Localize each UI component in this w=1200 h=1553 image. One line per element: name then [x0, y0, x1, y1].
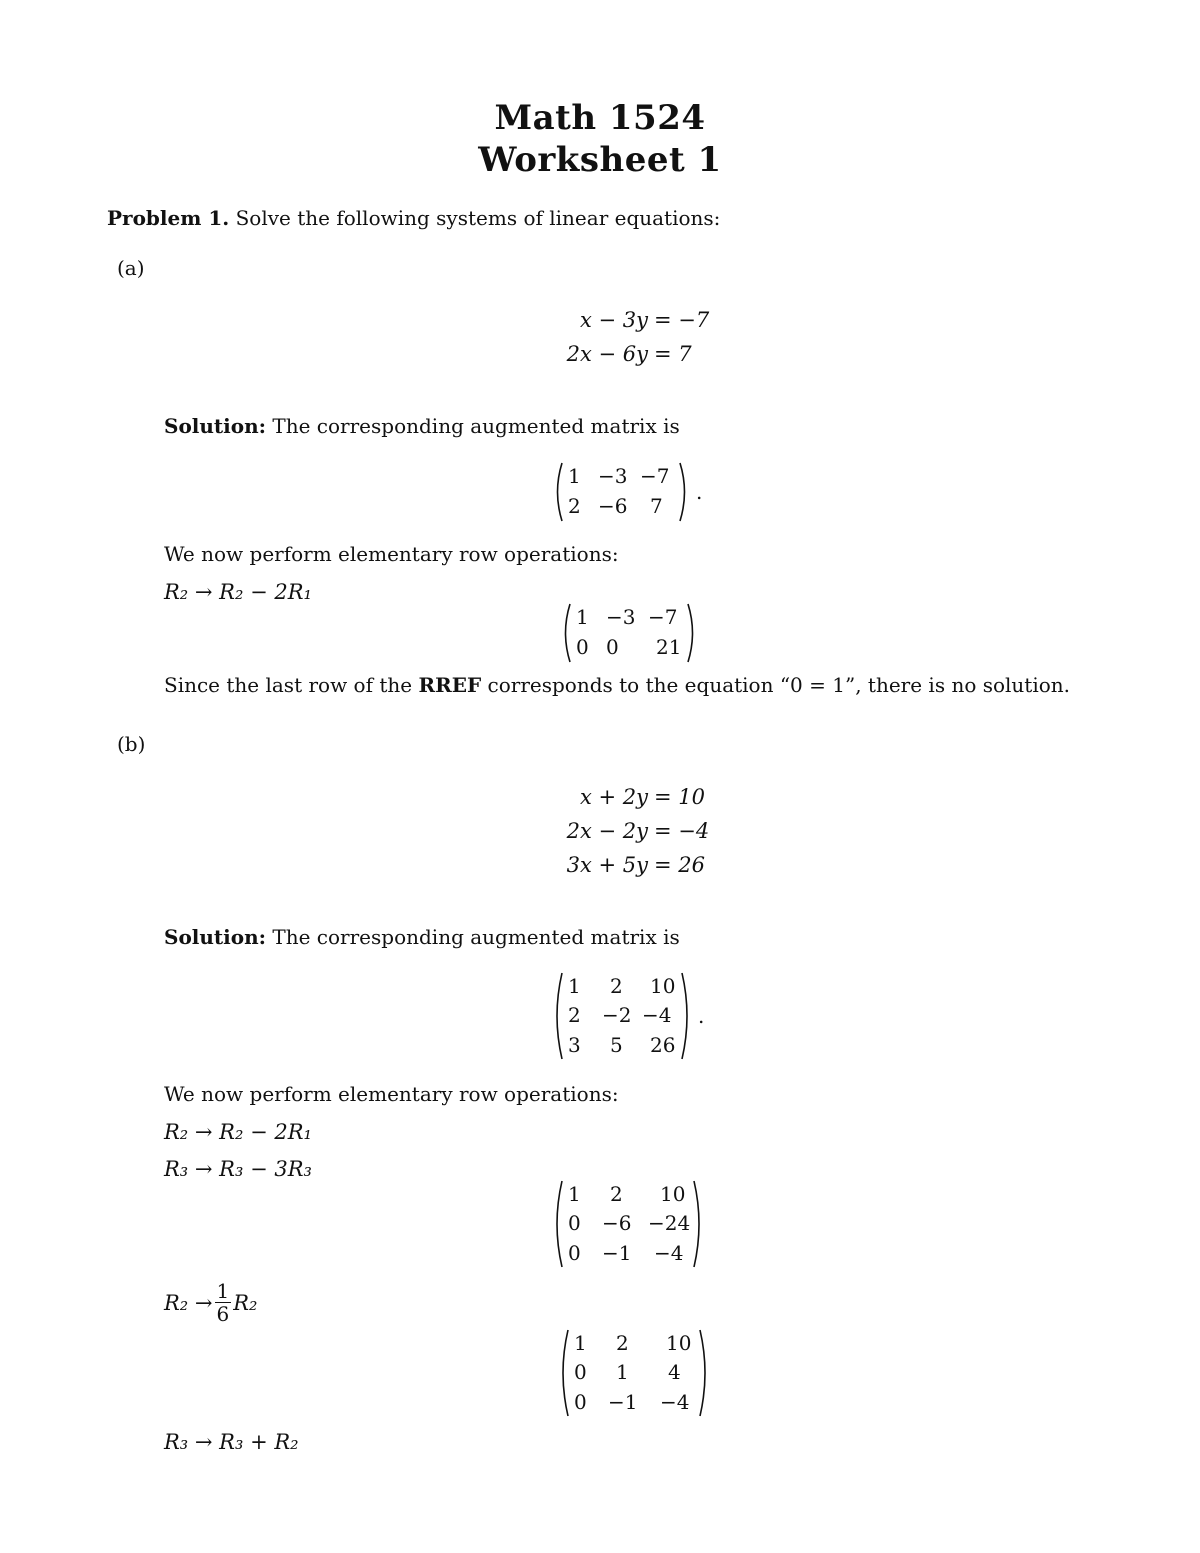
equation-line	[540, 848, 709, 882]
problem-statement	[107, 206, 720, 230]
matrix-cell: 1	[568, 464, 581, 488]
equation-lhs: 2x − 6y	[566, 342, 648, 366]
right-paren	[692, 1180, 704, 1268]
matrix-cell: −2	[602, 1003, 632, 1028]
matrix-cell: 0	[568, 1240, 581, 1265]
equation-lhs: x + 2y	[579, 785, 648, 809]
left-paren	[560, 603, 572, 663]
equation-line	[540, 303, 709, 337]
equation-lhs: x − 3y	[579, 308, 648, 332]
matrix-cell: 10	[666, 1331, 692, 1355]
op3-pre: R₂ →	[164, 1290, 213, 1315]
matrix-period: .	[696, 480, 703, 504]
conclusion-pre: Since the last row of the	[164, 673, 413, 697]
matrix-grid	[572, 603, 686, 663]
matrix-cell: 1	[576, 605, 589, 629]
equation-line	[540, 814, 709, 848]
equation-rhs: = 10	[654, 785, 705, 809]
matrix-grid	[564, 1180, 692, 1268]
matrix-cell: −1	[602, 1240, 632, 1265]
matrix-cell: −24	[648, 1211, 691, 1236]
part-a-equations	[540, 303, 709, 371]
left-paren	[558, 1329, 570, 1417]
matrix-a-reduced	[560, 603, 698, 663]
matrix-cell: 26	[650, 1032, 676, 1057]
part-b-row-op-1: R₂ → R₂ − 2R₁	[164, 1120, 312, 1144]
part-b-row-op-3	[164, 1280, 257, 1325]
matrix-cell: 5	[610, 1032, 623, 1057]
matrix-cell: 10	[660, 1182, 686, 1206]
left-paren	[552, 1180, 564, 1268]
matrix-grid	[570, 1329, 698, 1417]
matrix-cell: 0	[606, 635, 619, 659]
matrix-cell: −7	[640, 464, 670, 488]
fraction-one-sixth	[215, 1280, 232, 1325]
matrix-period: .	[698, 1004, 705, 1028]
part-b-solution	[164, 925, 680, 949]
matrix-cell: −3	[598, 464, 628, 488]
matrix-cell: −4	[654, 1240, 684, 1265]
equation-rhs: = −4	[654, 819, 710, 843]
part-b-row-op-4: R₃ → R₃ + R₂	[164, 1430, 299, 1454]
equation-rhs: = 26	[654, 853, 705, 877]
right-paren	[678, 462, 690, 522]
conclusion-rref: RREF	[418, 673, 482, 697]
matrix-cell: −7	[648, 605, 678, 629]
part-a-ops-intro: We now perform elementary row operations:	[164, 542, 619, 566]
part-a-solution	[164, 414, 680, 438]
title-worksheet: Worksheet 1	[478, 140, 722, 180]
matrix-cell: −4	[642, 1003, 672, 1028]
matrix-cell: 2	[610, 974, 623, 998]
matrix-cell: 21	[656, 635, 682, 659]
op3-post: R₂	[233, 1290, 258, 1315]
matrix-a-augmented	[552, 462, 702, 522]
matrix-cell: 2	[616, 1331, 629, 1355]
solution-text: The corresponding augmented matrix is	[272, 925, 680, 949]
matrix-b-step2	[558, 1329, 710, 1417]
part-b-row-op-2: R₃ → R₃ − 3R₃	[164, 1157, 312, 1181]
equation-lhs: 2x − 2y	[566, 819, 648, 843]
problem-text: Solve the following systems of linear equations:	[235, 206, 721, 230]
matrix-cell: 1	[568, 974, 581, 998]
matrix-cell: 7	[650, 494, 663, 518]
part-b-equations	[540, 780, 709, 882]
solution-text: The corresponding augmented matrix is	[272, 414, 680, 438]
matrix-cell: −4	[660, 1389, 690, 1414]
right-paren	[680, 972, 692, 1060]
equation-rhs: = −7	[654, 308, 710, 332]
matrix-cell: 3	[568, 1032, 581, 1057]
matrix-cell: 0	[574, 1389, 587, 1414]
matrix-cell: −6	[602, 1211, 632, 1236]
part-a-conclusion	[164, 673, 1070, 697]
right-paren	[686, 603, 698, 663]
left-paren	[552, 462, 564, 522]
matrix-cell: 4	[668, 1360, 681, 1385]
part-a-row-op-1: R₂ → R₂ − 2R₁	[164, 580, 312, 604]
matrix-grid	[564, 972, 680, 1060]
fraction-denominator: 6	[216, 1302, 230, 1326]
part-b-label: (b)	[117, 732, 146, 756]
right-paren	[698, 1329, 710, 1417]
title-course: Math 1524	[494, 98, 706, 138]
solution-label: Solution:	[164, 925, 267, 949]
part-b-ops-intro: We now perform elementary row operations:	[164, 1082, 619, 1106]
matrix-cell: 2	[610, 1182, 623, 1206]
solution-label: Solution:	[164, 414, 267, 438]
matrix-cell: −1	[608, 1389, 638, 1414]
equation-rhs: = 7	[654, 342, 692, 366]
left-paren	[552, 972, 564, 1060]
equation-line	[540, 780, 709, 814]
matrix-cell: 0	[574, 1360, 587, 1385]
matrix-cell: 2	[568, 494, 581, 518]
matrix-cell: 0	[576, 635, 589, 659]
matrix-b-augmented	[552, 972, 704, 1060]
matrix-cell: −3	[606, 605, 636, 629]
matrix-cell: −6	[598, 494, 628, 518]
problem-label: Problem 1.	[107, 206, 230, 230]
matrix-cell: 1	[574, 1331, 587, 1355]
matrix-cell: 10	[650, 974, 676, 998]
conclusion-post: corresponds to the equation “0 = 1”, there is no solution.	[487, 673, 1071, 697]
matrix-cell: 1	[616, 1360, 629, 1385]
matrix-cell: 1	[568, 1182, 581, 1206]
matrix-grid	[564, 462, 678, 522]
equation-lhs: 3x + 5y	[566, 853, 648, 877]
fraction-numerator: 1	[216, 1279, 230, 1303]
equation-line	[540, 337, 709, 371]
matrix-cell: 0	[568, 1211, 581, 1236]
part-a-label: (a)	[117, 256, 145, 280]
matrix-b-step1	[552, 1180, 704, 1268]
matrix-cell: 2	[568, 1003, 581, 1028]
